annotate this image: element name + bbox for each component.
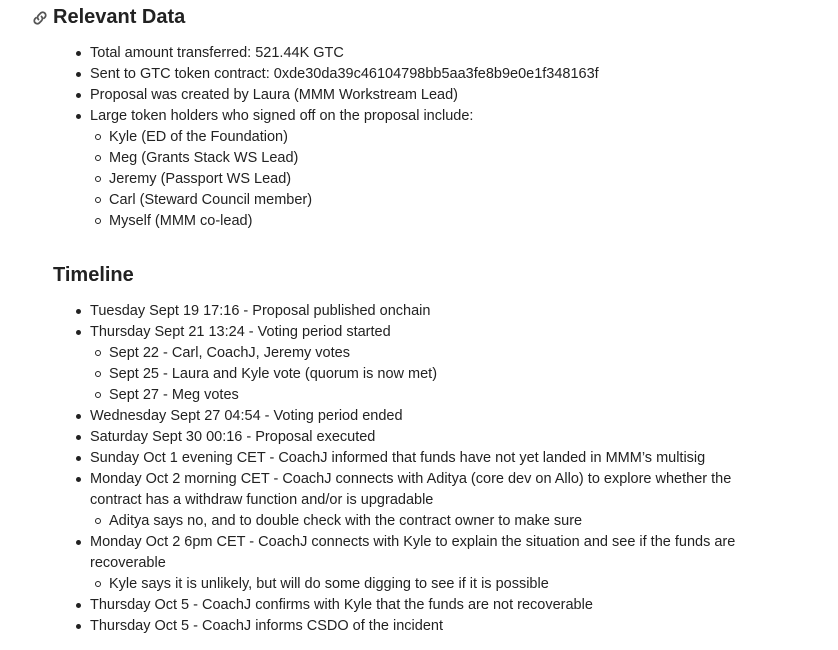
list-item-text: Monday Oct 2 morning CET - CoachJ connects with Aditya (core dev on Allo) to explore whether the contract has a withdraw function and/or is upgradable [90, 471, 732, 508]
list-item: Saturday Sept 30 00:16 - Proposal executed [90, 427, 740, 448]
list-item: Wednesday Sept 27 04:54 - Voting period ended [90, 406, 740, 427]
list-item: Myself (MMM co-lead) [109, 211, 810, 232]
list-item: Thursday Oct 5 - CoachJ confirms with Kyle that the funds are not recoverable [90, 595, 740, 616]
list-item: Carl (Steward Council member) [109, 190, 810, 211]
list-item: Sent to GTC token contract: 0xde30da39c46104798bb5aa3fe8b9e0e1f348163f [90, 64, 810, 85]
list-item: Sunday Oct 1 evening CET - CoachJ informed that funds have not yet landed in MMM’s multisig [90, 448, 740, 469]
signers-list [90, 127, 810, 232]
kyle-sublist [90, 574, 740, 595]
list-item-text: Large token holders who signed off on the proposal include: [90, 108, 474, 124]
list-item: Aditya says no, and to double check with the contract owner to make sure [109, 511, 740, 532]
list-item: Sept 25 - Laura and Kyle vote (quorum is now met) [109, 364, 740, 385]
list-item: Kyle says it is unlikely, but will do some digging to see if it is possible [109, 574, 740, 595]
list-item: Proposal was created by Laura (MMM Workstream Lead) [90, 85, 810, 106]
list-item [90, 106, 810, 232]
aditya-sublist [90, 511, 740, 532]
votes-list [90, 343, 740, 406]
list-item: Thursday Oct 5 - CoachJ informs CSDO of the incident [90, 616, 740, 637]
relevant-data-heading: Relevant Data [53, 6, 186, 28]
list-item: Jeremy (Passport WS Lead) [109, 169, 810, 190]
timeline-list [90, 301, 740, 637]
list-item-text: Thursday Sept 21 13:24 - Voting period started [90, 324, 391, 340]
list-item: Kyle (ED of the Foundation) [109, 127, 810, 148]
list-item: Meg (Grants Stack WS Lead) [109, 148, 810, 169]
timeline-heading: Timeline [53, 264, 134, 286]
list-item: Sept 22 - Carl, CoachJ, Jeremy votes [109, 343, 740, 364]
list-item [90, 469, 740, 532]
list-item-text: Monday Oct 2 6pm CET - CoachJ connects with Kyle to explain the situation and see if the funds are recoverable [90, 534, 736, 571]
list-item [90, 322, 740, 406]
list-item [90, 532, 740, 595]
link-icon[interactable] [31, 9, 49, 27]
list-item: Sept 27 - Meg votes [109, 385, 740, 406]
relevant-data-list [90, 43, 810, 232]
list-item: Total amount transferred: 521.44K GTC [90, 43, 810, 64]
list-item: Tuesday Sept 19 17:16 - Proposal published onchain [90, 301, 740, 322]
